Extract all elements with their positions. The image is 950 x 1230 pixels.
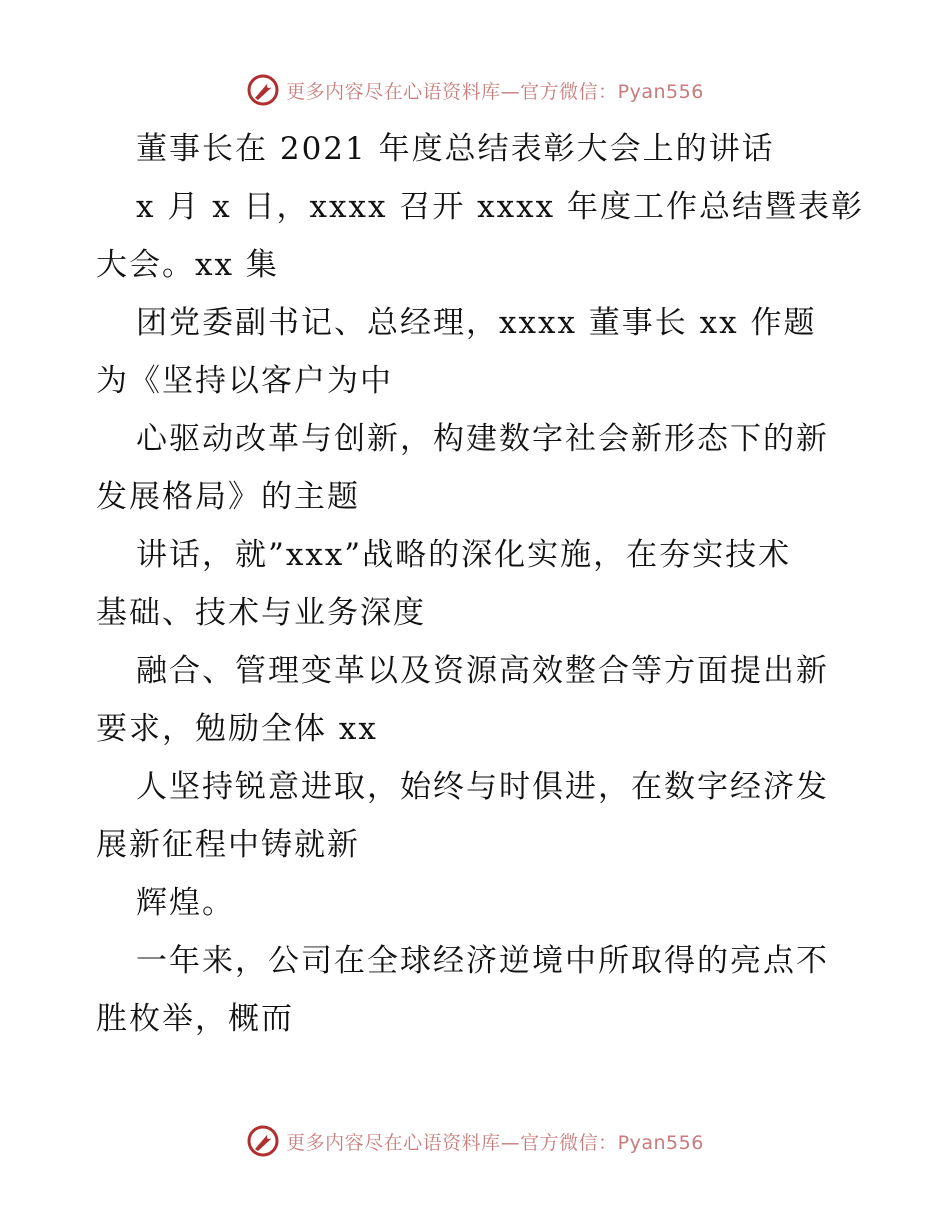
paragraph-line: 要求，勉励全体 xx xyxy=(96,711,378,747)
paragraph-line: 一年来，公司在全球经济逆境中所取得的亮点不 xyxy=(136,943,829,979)
paragraph-line: x 月 x 日，xxxx 召开 xxxx 年度工作总结暨表彰 xyxy=(136,189,864,225)
paragraph-line: 胜枚举，概而 xyxy=(96,1001,294,1037)
paragraph-line: 团党委副书记、总经理，xxxx 董事长 xx 作题 xyxy=(136,305,817,341)
paragraph-line: 心驱动改革与创新，构建数字社会新形态下的新 xyxy=(136,421,829,457)
footer-banner xyxy=(0,1121,950,1161)
paragraph-line: 展新征程中铸就新 xyxy=(96,827,360,863)
header-banner xyxy=(0,70,950,110)
paragraph-line: 讲话，就”xxx”战略的深化实施，在夯实技术 xyxy=(136,537,792,573)
paragraph-line: 基础、技术与业务深度 xyxy=(96,595,426,631)
paragraph-line: 辉煌。 xyxy=(136,885,235,921)
paragraph-line: 发展格局》的主题 xyxy=(96,479,360,515)
document-body xyxy=(96,120,864,1048)
paragraph-line: 人坚持锐意进取，始终与时俱进，在数字经济发 xyxy=(136,769,829,805)
footer-banner-text: 更多内容尽在心语资料库—官方微信：Pyan556 xyxy=(286,1131,704,1154)
paragraph-line: 大会。xx 集 xyxy=(96,247,279,283)
document-title: 董事长在 2021 年度总结表彰大会上的讲话 xyxy=(136,131,775,167)
paragraph-line: 融合、管理变革以及资源高效整合等方面提出新 xyxy=(136,653,829,689)
header-banner-text: 更多内容尽在心语资料库—官方微信：Pyan556 xyxy=(286,80,704,103)
pen-nib-logo-icon xyxy=(246,73,280,107)
paragraph-line: 为《坚持以客户为中 xyxy=(96,363,393,399)
pen-nib-logo-icon xyxy=(246,1124,280,1158)
